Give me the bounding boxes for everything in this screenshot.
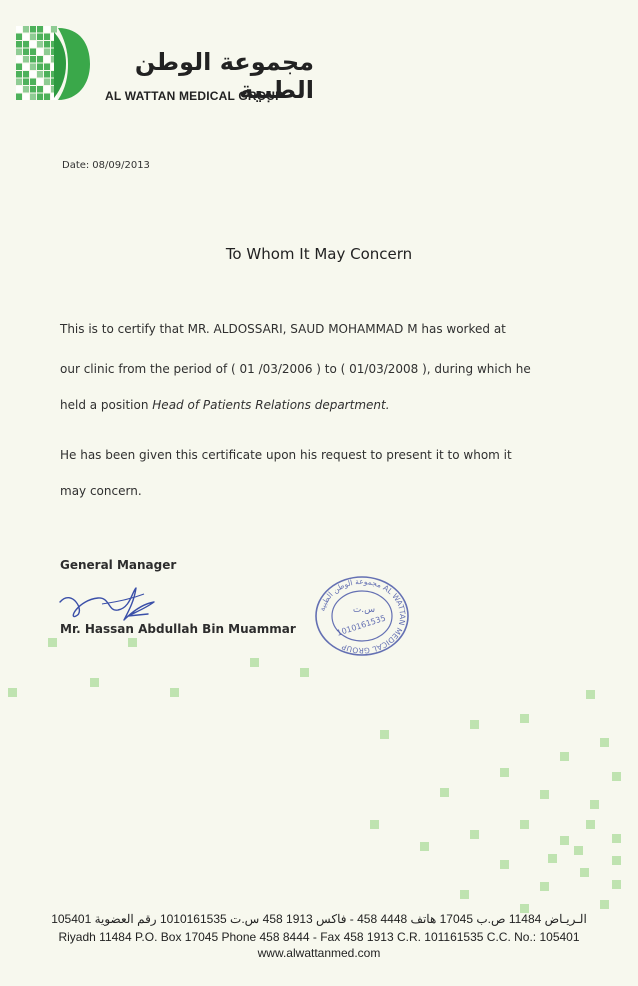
pattern-square <box>540 882 549 891</box>
logo-tile <box>44 71 50 78</box>
pattern-square <box>440 788 449 797</box>
pattern-square <box>548 854 557 863</box>
logo-tile <box>44 64 50 71</box>
logo-tile <box>16 94 22 101</box>
pattern-square <box>600 738 609 747</box>
logo-tile <box>37 86 43 93</box>
logo-tile <box>23 26 29 33</box>
logo-tile <box>44 41 50 48</box>
logo-tile <box>23 86 29 93</box>
pattern-square <box>586 690 595 699</box>
position-prefix: held a position <box>60 398 153 412</box>
pattern-square <box>612 856 621 865</box>
logo-tile <box>30 56 36 63</box>
stamp-ring-text: مجموعة الوطن الطبية AL WATTAN MEDICAL GROUP <box>317 576 408 656</box>
pattern-square <box>560 752 569 761</box>
date-line <box>62 160 153 171</box>
logo-tile <box>23 34 29 41</box>
pattern-square <box>370 820 379 829</box>
pattern-square <box>250 658 259 667</box>
logo-tile <box>44 86 50 93</box>
pattern-square <box>420 842 429 851</box>
logo-tile <box>51 26 57 33</box>
logo-tile <box>16 26 22 33</box>
logo-tile <box>16 41 22 48</box>
logo-tile <box>16 56 22 63</box>
logo-tile <box>16 86 22 93</box>
body-line-2: our clinic from the period of ( 01 /03/2006 ) to ( 01/03/2008 ), during which he <box>60 362 531 376</box>
pattern-square <box>128 638 137 647</box>
logo-tile <box>30 49 36 56</box>
pattern-square <box>520 714 529 723</box>
logo-tile <box>30 34 36 41</box>
pattern-square <box>470 830 479 839</box>
stamp-number: 1010161535 <box>335 613 387 638</box>
letter-heading: To Whom It May Concern <box>225 245 413 263</box>
pattern-square <box>8 688 17 697</box>
pattern-square <box>590 800 599 809</box>
pattern-square <box>300 668 309 677</box>
logo-tile <box>37 64 43 71</box>
position-title: Head of Patients Relations department. <box>152 398 390 412</box>
decorative-pixel-pattern <box>0 620 638 920</box>
logo-tile <box>23 56 29 63</box>
logo-tile <box>16 49 22 56</box>
pattern-square <box>612 880 621 889</box>
logo-tile <box>44 79 50 86</box>
pattern-square <box>48 638 57 647</box>
logo-tile <box>30 71 36 78</box>
logo-tile <box>37 49 43 56</box>
al-wattan-logo-icon <box>14 22 94 104</box>
logo-tile <box>23 49 29 56</box>
logo-tile <box>30 41 36 48</box>
date-label: Date: <box>62 160 90 171</box>
pattern-square <box>520 820 529 829</box>
pattern-square <box>470 720 479 729</box>
footer-website: www.alwattanmed.com <box>257 946 381 960</box>
logo-tile <box>30 64 36 71</box>
logo-tile <box>37 41 43 48</box>
pattern-square <box>612 772 621 781</box>
logo-tile <box>16 34 22 41</box>
signatory-name: Mr. Hassan Abdullah Bin Muammar <box>60 622 296 636</box>
logo-tile <box>37 56 43 63</box>
date-value: 08/09/2013 <box>92 160 150 171</box>
pattern-square <box>460 890 469 899</box>
logo-tile <box>37 34 43 41</box>
logo-tile <box>16 71 22 78</box>
pattern-square <box>380 730 389 739</box>
brand-name-arabic: مجموعة الوطن الطبية <box>134 48 314 104</box>
body-line-4: He has been given this certificate upon his request to present it to whom it <box>60 448 512 462</box>
pattern-square <box>574 846 583 855</box>
pattern-square <box>612 834 621 843</box>
pattern-square <box>500 860 509 869</box>
logo-tile <box>44 34 50 41</box>
logo-tile <box>30 26 36 33</box>
logo-tile <box>23 64 29 71</box>
body-line-1: This is to certify that MR. ALDOSSARI, SAUD MOHAMMAD M has worked at <box>60 322 506 336</box>
logo-tile <box>23 79 29 86</box>
logo-tile <box>37 71 43 78</box>
brand-name-english: AL WATTAN MEDICAL GROUP <box>105 89 284 103</box>
signatory-title: General Manager <box>60 558 177 572</box>
logo-tile <box>44 94 50 101</box>
pattern-square <box>586 820 595 829</box>
stamp-center-text: س.ت <box>352 605 376 615</box>
body-line-3 <box>60 398 390 412</box>
logo-tile <box>30 79 36 86</box>
logo-tile <box>23 94 29 101</box>
pattern-square <box>580 868 589 877</box>
logo-tile <box>44 56 50 63</box>
logo-tile <box>37 94 43 101</box>
pattern-square <box>500 768 509 777</box>
logo-tile <box>23 41 29 48</box>
pattern-square <box>90 678 99 687</box>
pattern-square <box>560 836 569 845</box>
footer-english-address: Riyadh 11484 P.O. Box 17045 Phone 458 8444 - Fax 458 1913 C.R. 101161535 C.C. No.: 105401 <box>58 930 580 944</box>
logo-tile <box>16 79 22 86</box>
logo-tile <box>30 94 36 101</box>
logo-tile <box>44 26 50 33</box>
logo-tile <box>30 86 36 93</box>
logo-tile <box>16 64 22 71</box>
logo-tile <box>37 26 43 33</box>
logo-tile <box>37 79 43 86</box>
logo-tile <box>44 49 50 56</box>
pattern-square <box>600 900 609 909</box>
body-line-5: may concern. <box>60 484 142 498</box>
logo-tile <box>23 71 29 78</box>
pattern-square <box>170 688 179 697</box>
pattern-square <box>540 790 549 799</box>
footer-arabic-address: الـريـاض 11484 ص.ب 17045 هاتف 4448 458 - فاكس 1913 458 س.ت 1010161535 رقم العضوية 105401 <box>51 912 587 926</box>
